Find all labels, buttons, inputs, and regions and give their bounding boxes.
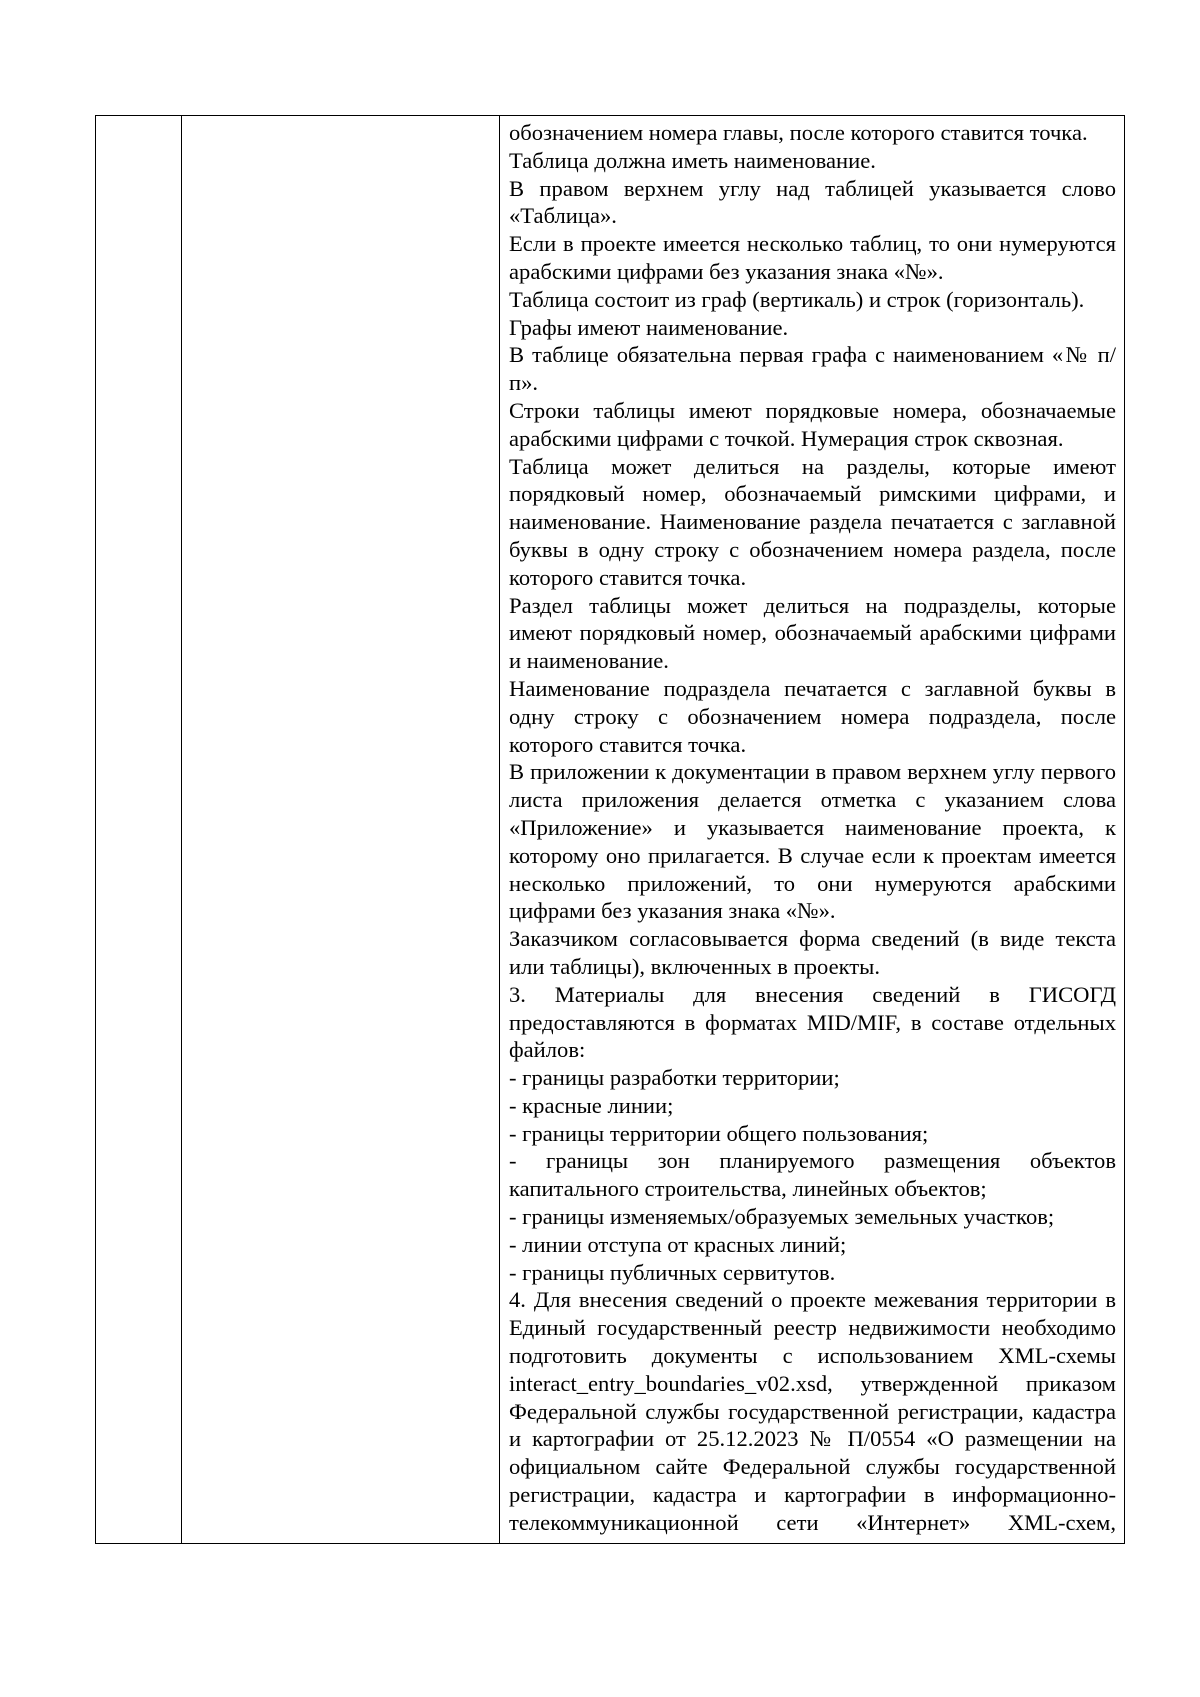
paragraph: 3. Материалы для внесения сведений в ГИСОГД предоставляются в форматах MID/MIF, в составе отдельных файлов: [509, 981, 1116, 1063]
list-item: - линии отступа от красных линий; [509, 1231, 847, 1257]
paragraph: Заказчиком согласовывается форма сведений (в виде текста или таблицы), включенных в проекты. [509, 926, 1116, 979]
table-column-number [96, 116, 182, 1543]
list-item: - границы зон планируемого размещения объектов капитального строительства, линейных объектов; [509, 1148, 1116, 1202]
paragraph: Таблица должна иметь наименование. [509, 147, 876, 173]
paragraph: Наименование подраздела печатается с заглавной буквы в одну строку с обозначением номера подраздела, после которого ставится точка. [509, 675, 1116, 757]
paragraph: Раздел таблицы может делиться на подразделы, которые имеют порядковый номер, обозначаемый арабскими цифрами и наименование. [509, 592, 1116, 674]
paragraph: В таблице обязательна первая графа с наименованием «№ п/п». [509, 342, 1116, 396]
document-table [95, 115, 1125, 1544]
paragraph: Если в проекте имеется несколько таблиц, то они нумеруются арабскими цифрами без указания знака «№». [509, 231, 1116, 284]
paragraph: Таблица состоит из граф (вертикаль) и строк (горизонталь). [509, 286, 1085, 312]
paragraph: Графы имеют наименование. [509, 314, 789, 340]
table-column-content [500, 116, 1124, 1543]
list-item: - красные линии; [509, 1092, 674, 1118]
paragraph: 4. Для внесения сведений о проекте межевания территории в Единый государственный реестр недвижимости необходимо подготовить документы с использованием XML-схемы interact_entry_boundaries_v02.xsd, утвержденной приказом Федеральной службы государственной регистрации, кадастра и картографии от 25.12.2023 № П/0554 «О размещении на официальном сайте Федеральной службы государственной регистрации, кадастра и картографии в информационно-телекоммуникационной сети «Интернет» XML-схем, [509, 1287, 1116, 1535]
list-item: - границы изменяемых/образуемых земельных участков; [509, 1204, 1055, 1230]
paragraph: обозначением номера главы, после которого ставится точка. [509, 120, 1088, 145]
table-column-name [182, 116, 500, 1543]
list-item: - границы территории общего пользования; [509, 1120, 929, 1146]
paragraph: В правом верхнем углу над таблицей указывается слово «Таблица». [509, 175, 1116, 229]
list-item: - границы публичных сервитутов. [509, 1259, 836, 1285]
list-item: - границы разработки территории; [509, 1065, 840, 1091]
paragraph: В приложении к документации в правом верхнем углу первого листа приложения делается отметка с указанием слова «Приложение» и указывается наименование проекта, к которому оно прилагается. В случае если к проектам имеется несколько приложений, то они нумеруются арабскими цифрами без указания знака «№». [509, 759, 1116, 924]
paragraph: Строки таблицы имеют порядковые номера, обозначаемые арабскими цифрами с точкой. Нумерация строк сквозная. [509, 397, 1116, 451]
paragraph: Таблица может делиться на разделы, которые имеют порядковый номер, обозначаемый римскими цифрами, и наименование. Наименование раздела печатается с заглавной буквы в одну строку с обозначением номера раздела, после которого ставится точка. [509, 453, 1116, 590]
